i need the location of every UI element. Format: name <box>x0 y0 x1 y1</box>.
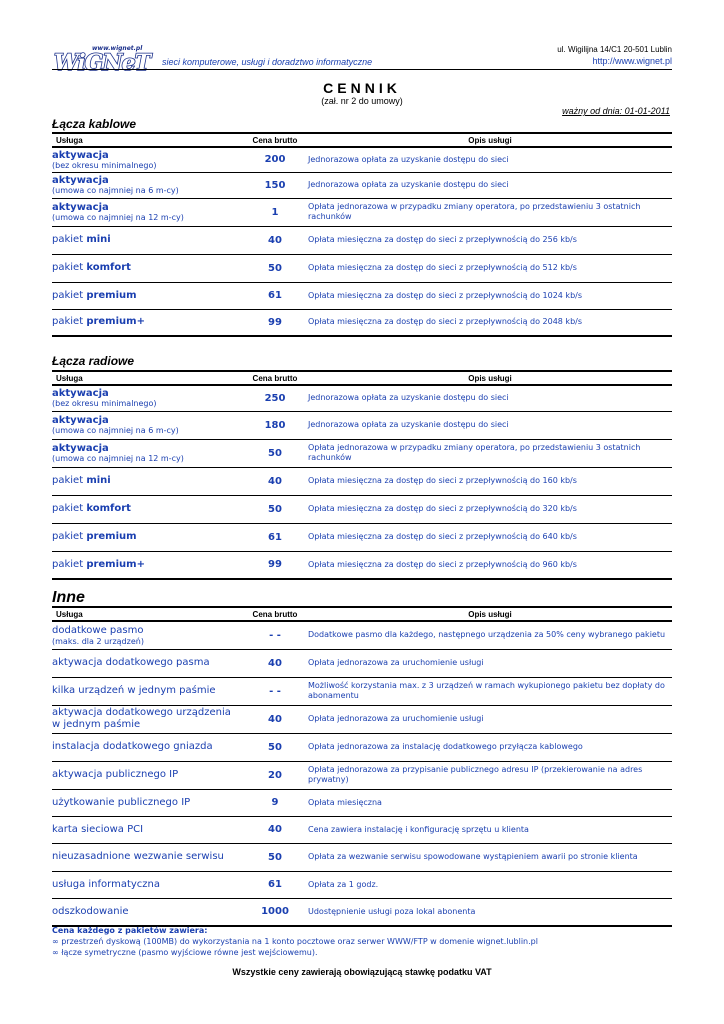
price-cell: 61 <box>242 282 308 309</box>
service-name: dodatkowe pasmo <box>52 624 144 636</box>
price-cell: 40 <box>242 649 308 677</box>
column-header-description: Opis usługi <box>308 607 672 621</box>
price-table <box>52 370 672 580</box>
column-header-description: Opis usługi <box>308 371 672 385</box>
price-cell: 50 <box>242 843 308 871</box>
price-cell: 40 <box>242 705 308 733</box>
service-name: karta sieciowa PCI <box>52 823 144 835</box>
vat-footer: Wszystkie ceny zawierają obowiązującą stawkę podatku VAT <box>232 967 492 977</box>
description-cell: Opłata miesięczna <box>308 789 672 816</box>
price-cell: 50 <box>242 439 308 467</box>
table-header-row <box>52 607 672 621</box>
service-cell <box>52 226 242 254</box>
infinity-bullet-icon: ∞ <box>52 937 59 946</box>
service-note: (bez okresu minimalnego) <box>52 160 157 170</box>
service-note: (bez okresu minimalnego) <box>52 399 157 409</box>
price-cell: 99 <box>242 309 308 336</box>
description-cell: Opłata miesięczna za dostęp do sieci z przepływnością do 160 kb/s <box>308 467 672 495</box>
column-header-price: Cena brutto <box>242 607 308 621</box>
table-row <box>52 226 672 254</box>
price-cell: 40 <box>242 467 308 495</box>
price-cell: 9 <box>242 789 308 816</box>
service-cell <box>52 761 242 789</box>
description-cell: Opłata miesięczna za dostęp do sieci z przepływnością do 320 kb/s <box>308 495 672 523</box>
table-row <box>52 677 672 705</box>
valid-from: ważny od dnia: 01-01-2011 <box>562 106 670 116</box>
page-title: CENNIK <box>323 80 401 96</box>
table-row <box>52 439 672 467</box>
service-name: usługa informatyczna <box>52 878 160 890</box>
service-name: aktywacja <box>52 149 109 161</box>
table-row <box>52 385 672 411</box>
table-row <box>52 147 672 172</box>
service-note: (umowa co najmniej na 6 m-cy) <box>52 426 179 435</box>
column-header-price: Cena brutto <box>242 371 308 385</box>
description-cell: Opłata miesięczna za dostęp do sieci z przepływnością do 256 kb/s <box>308 226 672 254</box>
service-name: instalacja dodatkowego gniazda <box>52 741 213 752</box>
service-note: (umowa co najmniej na 12 m-cy) <box>52 454 184 463</box>
table-row <box>52 789 672 816</box>
column-header-service: Usługa <box>52 371 242 385</box>
service-prefix: pakiet <box>52 234 84 245</box>
service-note: (umowa co najmniej na 6 m-cy) <box>52 186 179 195</box>
logo-small-text: www.wignet.pl <box>92 45 143 52</box>
service-cell <box>52 705 242 733</box>
section-title: Łącza radiowe <box>52 354 135 368</box>
service-cell <box>52 282 242 309</box>
service-name: aktywacja publicznego IP <box>52 769 179 780</box>
service-note: (maks. dla 2 urządzeń) <box>52 636 144 646</box>
price-cell: 50 <box>242 254 308 282</box>
price-cell: 20 <box>242 761 308 789</box>
description-cell: Opłata za 1 godz. <box>308 871 672 898</box>
service-cell <box>52 198 242 226</box>
service-name: aktywacja <box>52 202 109 213</box>
service-cell <box>52 551 242 579</box>
price-cell: 1000 <box>242 898 308 926</box>
service-cell <box>52 898 242 926</box>
service-prefix: pakiet <box>52 531 84 542</box>
service-cell <box>52 254 242 282</box>
service-cell <box>52 649 242 677</box>
price-table <box>52 606 672 927</box>
service-prefix: pakiet <box>52 262 84 273</box>
package-name: premium+ <box>86 316 145 328</box>
table-row <box>52 254 672 282</box>
table-row <box>52 705 672 733</box>
section-title: Łącza kablowe <box>52 117 137 131</box>
price-cell: 40 <box>242 816 308 843</box>
service-cell <box>52 385 242 411</box>
company-address: ul. Wigilijna 14/C1 20-501 Lublin <box>557 45 672 54</box>
package-name: premium <box>86 289 137 301</box>
service-name: aktywacja <box>52 415 109 426</box>
description-cell: Jednorazowa opłata za uzyskanie dostępu do sieci <box>308 385 672 411</box>
price-cell: 50 <box>242 733 308 761</box>
table-row <box>52 816 672 843</box>
service-name: aktywacja <box>52 175 109 186</box>
service-cell <box>52 789 242 816</box>
description-cell: Możliwość korzystania max. z 3 urządzeń w ramach wykupionego pakietu bez dopłaty do abonamentu <box>308 677 672 705</box>
table-row <box>52 523 672 551</box>
price-cell: 200 <box>242 147 308 172</box>
description-cell: Cena zawiera instalację i konfigurację sprzętu u klienta <box>308 816 672 843</box>
package-name: komfort <box>86 262 131 273</box>
service-prefix: pakiet <box>52 316 84 328</box>
table-row <box>52 309 672 336</box>
description-cell: Opłata jednorazowa za instalację dodatkowego przyłącza kablowego <box>308 733 672 761</box>
description-cell: Opłata jednorazowa w przypadku zmiany operatora, po przedstawieniu 3 ostatnich rachunków <box>308 198 672 226</box>
package-name: mini <box>86 475 111 486</box>
service-cell <box>52 147 242 172</box>
service-name: aktywacja dodatkowego urządzenia w jednym paśmie <box>52 707 231 730</box>
description-cell: Opłata miesięczna za dostęp do sieci z przepływnością do 1024 kb/s <box>308 282 672 309</box>
price-cell: 50 <box>242 495 308 523</box>
description-cell: Opłata jednorazowa za przypisanie publicznego adresu IP (przekierowanie na adres prywatny) <box>308 761 672 789</box>
package-name: premium+ <box>86 558 145 570</box>
service-name: nieuzasadnione wezwanie serwisu <box>52 851 224 862</box>
price-cell: - - <box>242 621 308 649</box>
service-cell <box>52 733 242 761</box>
description-cell: Opłata jednorazowa w przypadku zmiany operatora, po przedstawieniu 3 ostatnich rachunków <box>308 439 672 467</box>
service-name: odszkodowanie <box>52 905 129 917</box>
table-row <box>52 198 672 226</box>
logo-text: WiGNeT <box>54 50 150 73</box>
service-prefix: pakiet <box>52 289 84 301</box>
price-cell: 180 <box>242 411 308 439</box>
description-cell: Jednorazowa opłata za uzyskanie dostępu do sieci <box>308 172 672 198</box>
price-cell: - - <box>242 677 308 705</box>
service-cell <box>52 172 242 198</box>
price-cell: 99 <box>242 551 308 579</box>
service-cell <box>52 309 242 336</box>
service-cell <box>52 467 242 495</box>
table-row <box>52 733 672 761</box>
price-cell: 61 <box>242 871 308 898</box>
table-row <box>52 761 672 789</box>
service-name: kilka urządzeń w jednym paśmie <box>52 685 216 696</box>
notes-item: ∞ łącze symetryczne (pasmo wyjściowe równe jest wejściowemu). <box>52 948 318 957</box>
service-cell <box>52 411 242 439</box>
price-cell: 250 <box>242 385 308 411</box>
service-cell <box>52 871 242 898</box>
price-cell: 150 <box>242 172 308 198</box>
service-name: aktywacja <box>52 388 109 400</box>
service-prefix: pakiet <box>52 475 84 486</box>
table-header-row <box>52 371 672 385</box>
package-name: komfort <box>86 503 131 514</box>
table-header-row <box>52 133 672 147</box>
header-divider <box>52 69 672 70</box>
table-row <box>52 467 672 495</box>
table-row <box>52 843 672 871</box>
description-cell: Opłata miesięczna za dostęp do sieci z przepływnością do 2048 kb/s <box>308 309 672 336</box>
service-cell <box>52 816 242 843</box>
page-subtitle: (zał. nr 2 do umowy) <box>321 96 403 106</box>
table-row <box>52 495 672 523</box>
notes-heading: Cena każdego z pakietów zawiera: <box>52 926 208 935</box>
package-name: premium <box>86 531 137 542</box>
notes-item: ∞ przestrzeń dyskową (100MB) do wykorzystania na 1 konto pocztowe oraz serwer WWW/FTP w domenie wignet.lublin.pl <box>52 937 538 946</box>
service-name: użytkowanie publicznego IP <box>52 796 191 808</box>
service-prefix: pakiet <box>52 558 84 570</box>
description-cell: Opłata miesięczna za dostęp do sieci z przepływnością do 640 kb/s <box>308 523 672 551</box>
section-title: Inne <box>52 589 85 606</box>
service-name: aktywacja <box>52 443 109 454</box>
package-name: mini <box>86 234 111 245</box>
description-cell: Opłata jednorazowa za uruchomienie usługi <box>308 649 672 677</box>
price-cell: 1 <box>242 198 308 226</box>
service-prefix: pakiet <box>52 503 84 514</box>
description-cell: Dodatkowe pasmo dla każdego, następnego urządzenia za 50% ceny wybranego pakietu <box>308 621 672 649</box>
description-cell: Opłata jednorazowa za uruchomienie usługi <box>308 705 672 733</box>
description-cell: Opłata miesięczna za dostęp do sieci z przepływnością do 512 kb/s <box>308 254 672 282</box>
description-cell: Opłata miesięczna za dostęp do sieci z przepływnością do 960 kb/s <box>308 551 672 579</box>
table-row <box>52 282 672 309</box>
service-cell <box>52 495 242 523</box>
table-row <box>52 411 672 439</box>
service-cell <box>52 523 242 551</box>
service-name: aktywacja dodatkowego pasma <box>52 657 210 668</box>
service-cell <box>52 621 242 649</box>
service-note: (umowa co najmniej na 12 m-cy) <box>52 213 184 222</box>
column-header-price: Cena brutto <box>242 133 308 147</box>
infinity-bullet-icon: ∞ <box>52 948 59 957</box>
description-cell: Jednorazowa opłata za uzyskanie dostępu do sieci <box>308 411 672 439</box>
description-cell: Jednorazowa opłata za uzyskanie dostępu do sieci <box>308 147 672 172</box>
table-row <box>52 898 672 926</box>
table-row <box>52 172 672 198</box>
column-header-service: Usługa <box>52 607 242 621</box>
price-cell: 61 <box>242 523 308 551</box>
table-row <box>52 621 672 649</box>
table-row <box>52 551 672 579</box>
company-url[interactable]: http://www.wignet.pl <box>592 56 672 66</box>
description-cell: Opłata za wezwanie serwisu spowodowane wystąpieniem awarii po stronie klienta <box>308 843 672 871</box>
package-notes <box>52 925 672 958</box>
service-cell <box>52 677 242 705</box>
column-header-service: Usługa <box>52 133 242 147</box>
column-header-description: Opis usługi <box>308 133 672 147</box>
company-tagline: sieci komputerowe, usługi i doradztwo informatyczne <box>162 57 373 67</box>
description-cell: Udostępnienie usługi poza lokal abonenta <box>308 898 672 926</box>
price-cell: 40 <box>242 226 308 254</box>
service-cell <box>52 843 242 871</box>
price-table <box>52 132 672 337</box>
service-cell <box>52 439 242 467</box>
table-row <box>52 871 672 898</box>
table-row <box>52 649 672 677</box>
